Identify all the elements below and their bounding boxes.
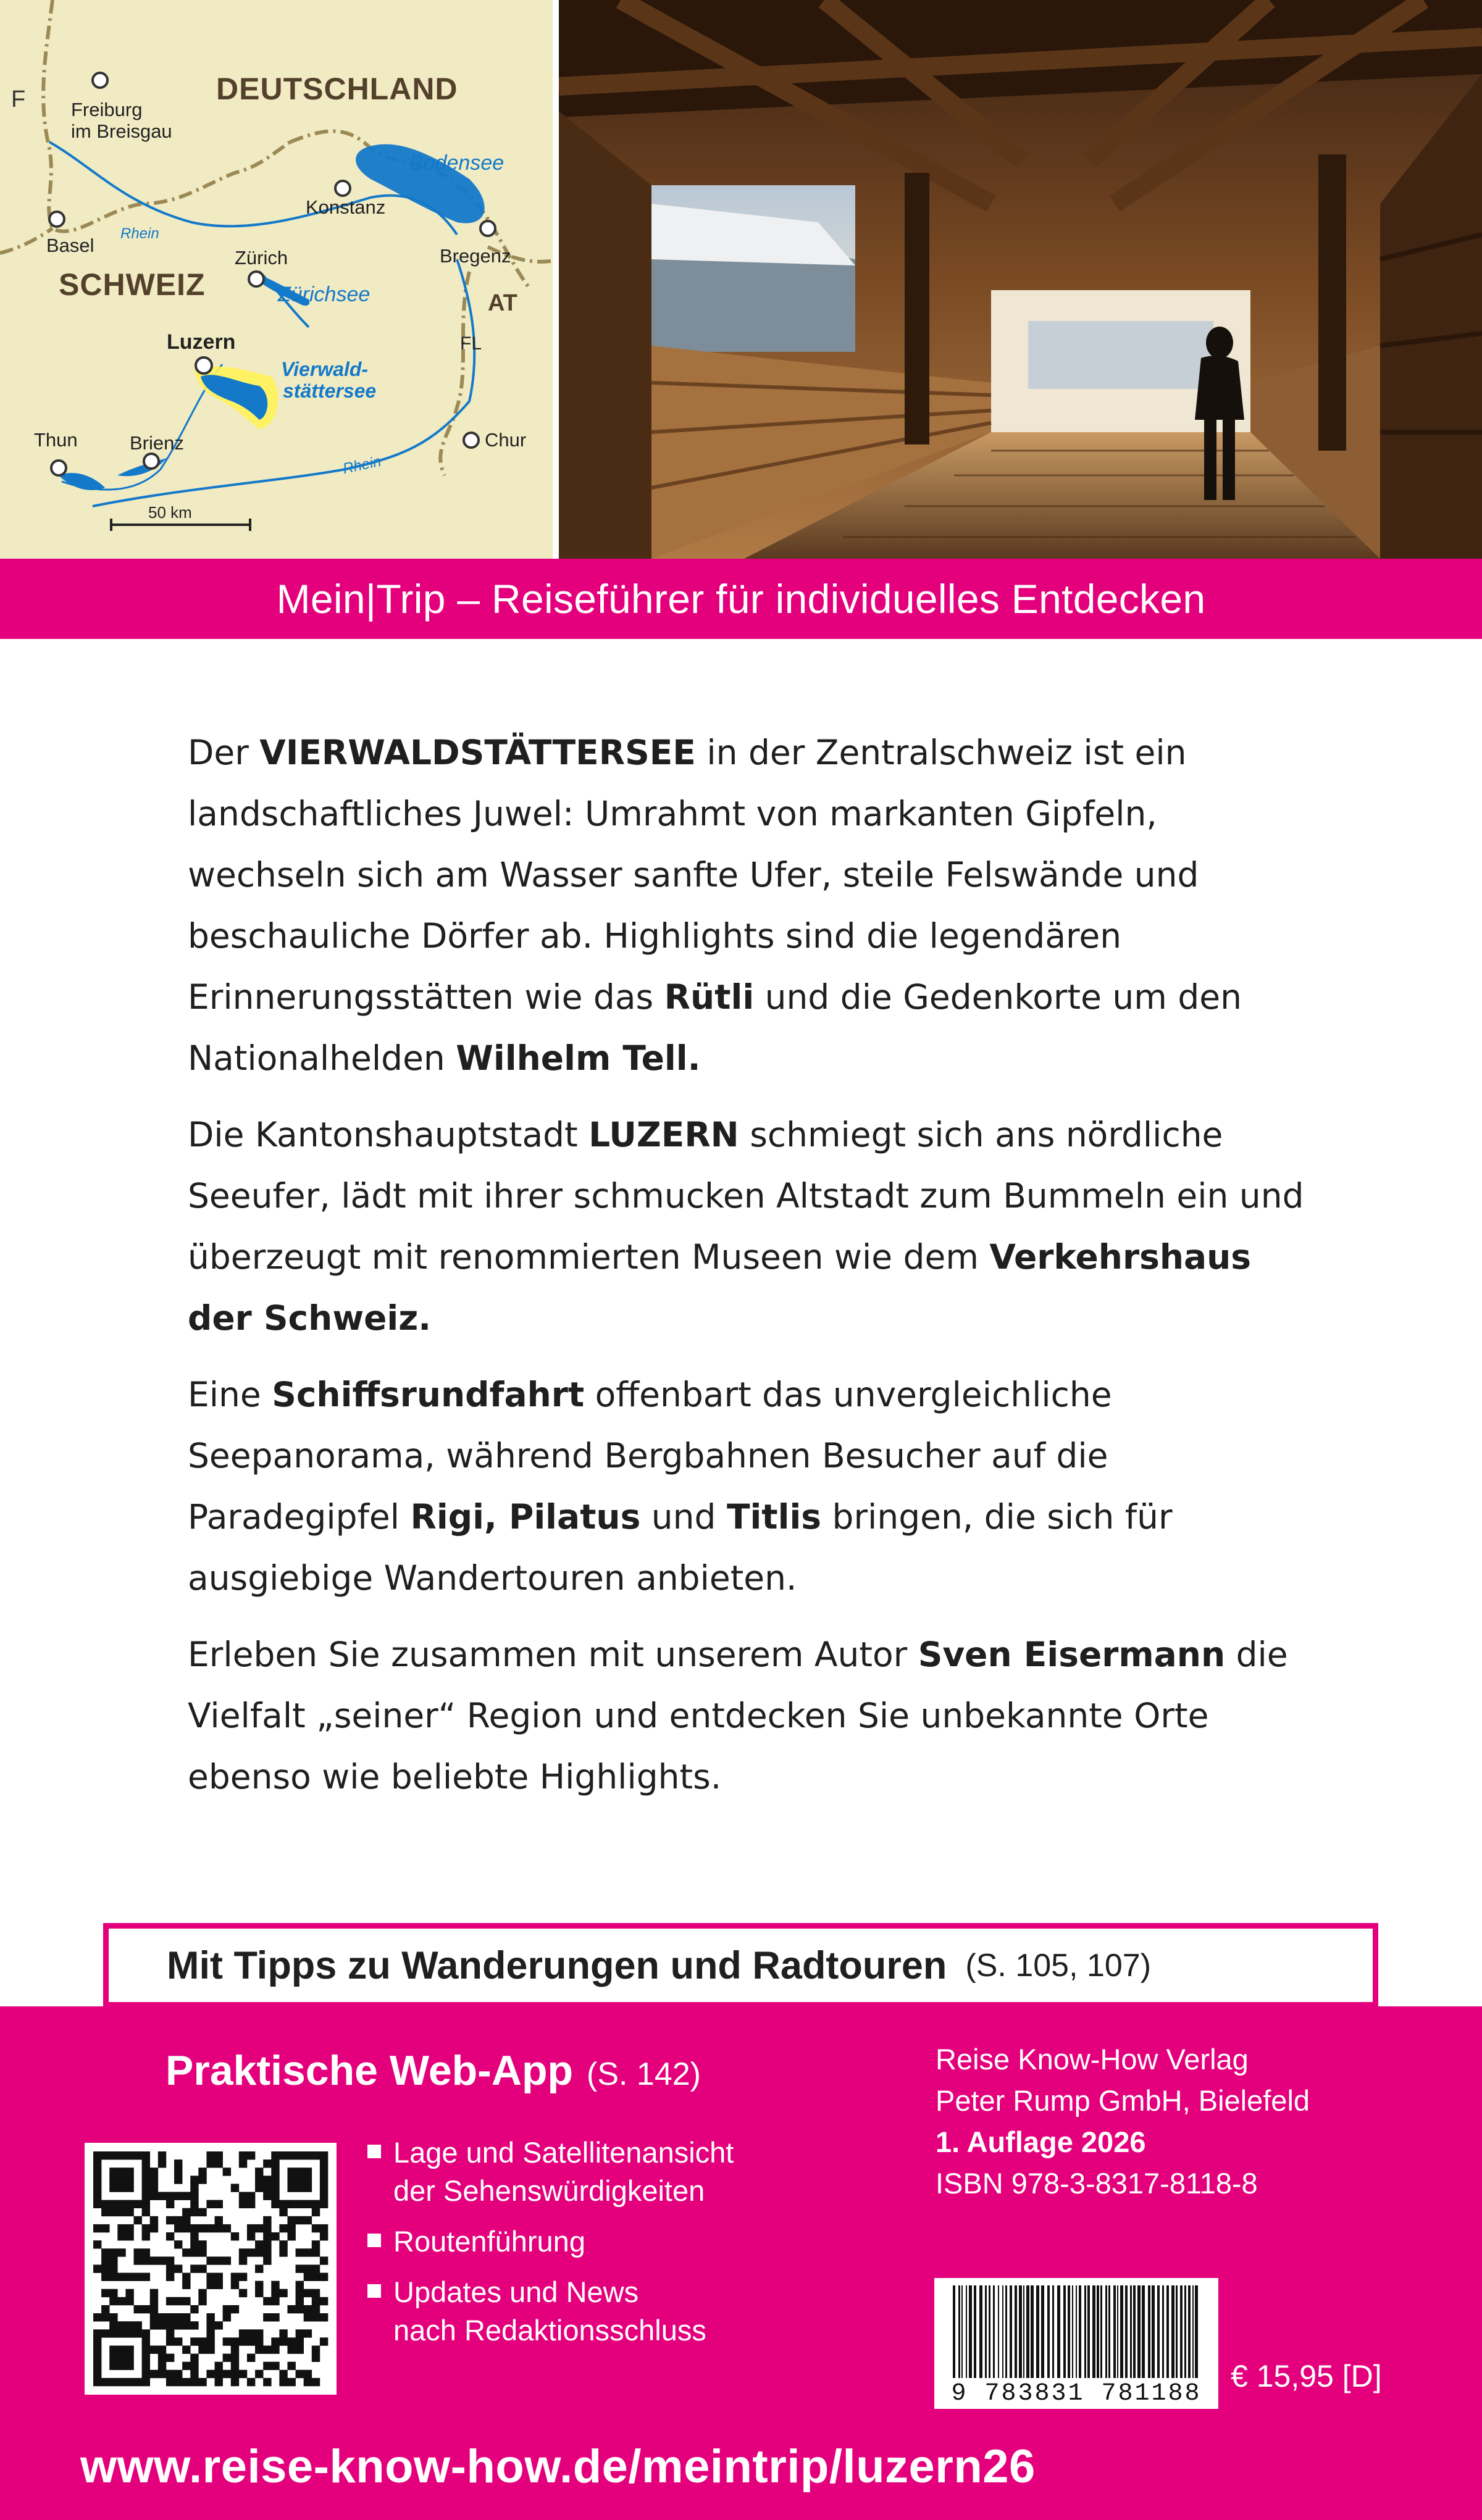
bottom-info-panel xyxy=(0,2006,1482,2520)
series-banner xyxy=(0,559,1482,639)
cover-photo-bridge xyxy=(559,0,1482,559)
barcode-digits: 9 783831 781188 xyxy=(934,2380,1218,2408)
map-city-konstanz: Konstanz xyxy=(306,196,386,218)
isbn: ISBN 978-3-8317-8118-8 xyxy=(936,2167,1258,2200)
map-city-basel: Basel xyxy=(46,235,94,256)
bullet-icon xyxy=(367,2284,381,2298)
map-city-brienz: Brienz xyxy=(130,432,184,454)
blurb-paragraph-1: Der VIERWALDSTÄTTERSEE in der Zentralschweiz ist ein landschaftliches Juwel: Umrahmt von markanten Gipfeln, wechseln sich am Wasser sanfte Ufer, steile Felswände und beschauliche Dörfer ab. Highlights sind die legendären Erinnerungsstätten wie das Rütli und die Gedenkorte um den Nationalhelden Wilhelm Tell. xyxy=(188,733,1242,1078)
bridge-illustration xyxy=(559,0,1482,559)
webapp-title: Praktische Web-App xyxy=(165,2047,574,2094)
qr-code-pattern xyxy=(85,2143,337,2395)
map-city-bregenz: Bregenz xyxy=(440,245,511,267)
map-city-thun: Thun xyxy=(34,429,78,451)
map-city-freiburg-1: Freiburg xyxy=(71,99,143,120)
series-banner-text: Mein|Trip – Reiseführer für individuelles Entdecken xyxy=(276,576,1206,622)
map-river-rhein-2: Rhein xyxy=(341,453,383,478)
publisher-name-1: Reise Know-How Verlag xyxy=(936,2043,1249,2076)
bullet-icon xyxy=(367,2234,381,2247)
webapp-heading xyxy=(165,2046,701,2095)
tips-title: Mit Tipps zu Wanderungen und Radtouren xyxy=(167,1943,947,1987)
map-river-rhein-1: Rhein xyxy=(120,225,159,242)
map-city-chur: Chur xyxy=(485,429,527,451)
publisher-info xyxy=(936,2038,1310,2204)
website-link[interactable]: www.reise-know-how.de/meintrip/luzern26 xyxy=(80,2440,1036,2493)
map-lake-vierwald-2: stättersee xyxy=(283,380,377,402)
feature-item: Updates und News nach Redaktionsschluss xyxy=(367,2273,734,2350)
blurb-paragraph-3: Eine Schiffsrundfahrt offenbart das unvergleichliche Seepanorama, während Bergbahnen Besucher auf die Paradegipfel Rigi, Pilatus und Titlis bringen, die sich für ausgiebige Wandertouren anbieten. xyxy=(188,1375,1173,1598)
tips-pages: (S. 105, 107) xyxy=(965,1947,1152,1984)
map-lake-bodensee: Bodensee xyxy=(409,151,504,175)
webapp-page: (S. 142) xyxy=(587,2056,701,2092)
webapp-features xyxy=(367,2134,734,2362)
map-lake-vierwald-1: Vierwald- xyxy=(281,358,369,380)
publisher-name-2: Peter Rump GmbH, Bielefeld xyxy=(936,2084,1310,2117)
map-label-fl: FL xyxy=(460,333,482,354)
map-label-at: AT xyxy=(488,290,517,316)
edition: 1. Auflage 2026 xyxy=(936,2126,1146,2158)
back-cover-blurb xyxy=(188,722,1312,1823)
feature-item: Routenführung xyxy=(367,2222,734,2261)
map-lake-zuerichsee: Zürichsee xyxy=(278,283,371,306)
map-label-f: F xyxy=(11,86,26,112)
map-label-schweiz: SCHWEIZ xyxy=(59,267,206,302)
blurb-paragraph-2: Die Kantonshauptstadt LUZERN schmiegt sich ans nördliche Seeufer, lädt mit ihrer schmucken Altstadt zum Bummeln ein und überzeugt mit renommierten Museen wie dem Verkehrshaus der Schweiz. xyxy=(188,1115,1304,1338)
feature-item: Lage und Satellitenansicht der Sehenswürdigkeiten xyxy=(367,2134,734,2210)
overview-map xyxy=(0,0,559,559)
map-label-deutschland: DEUTSCHLAND xyxy=(216,72,458,106)
bullet-icon xyxy=(367,2145,381,2158)
blurb-paragraph-4: Erleben Sie zusammen mit unserem Autor Sven Eisermann die Vielfalt „seiner“ Region und entdecken Sie unbekannte Orte ebenso wie beliebte Highlights. xyxy=(188,1635,1288,1796)
map-scale-label: 50 km xyxy=(148,503,192,522)
map-city-zuerich: Zürich xyxy=(235,247,288,269)
map-city-luzern: Luzern xyxy=(167,330,236,354)
tips-box xyxy=(103,1923,1378,2008)
qr-code[interactable] xyxy=(85,2143,337,2395)
price: € 15,95 [D] xyxy=(1231,2359,1382,2393)
map-city-freiburg-2: im Breisgau xyxy=(71,120,172,142)
isbn-barcode xyxy=(934,2278,1218,2409)
